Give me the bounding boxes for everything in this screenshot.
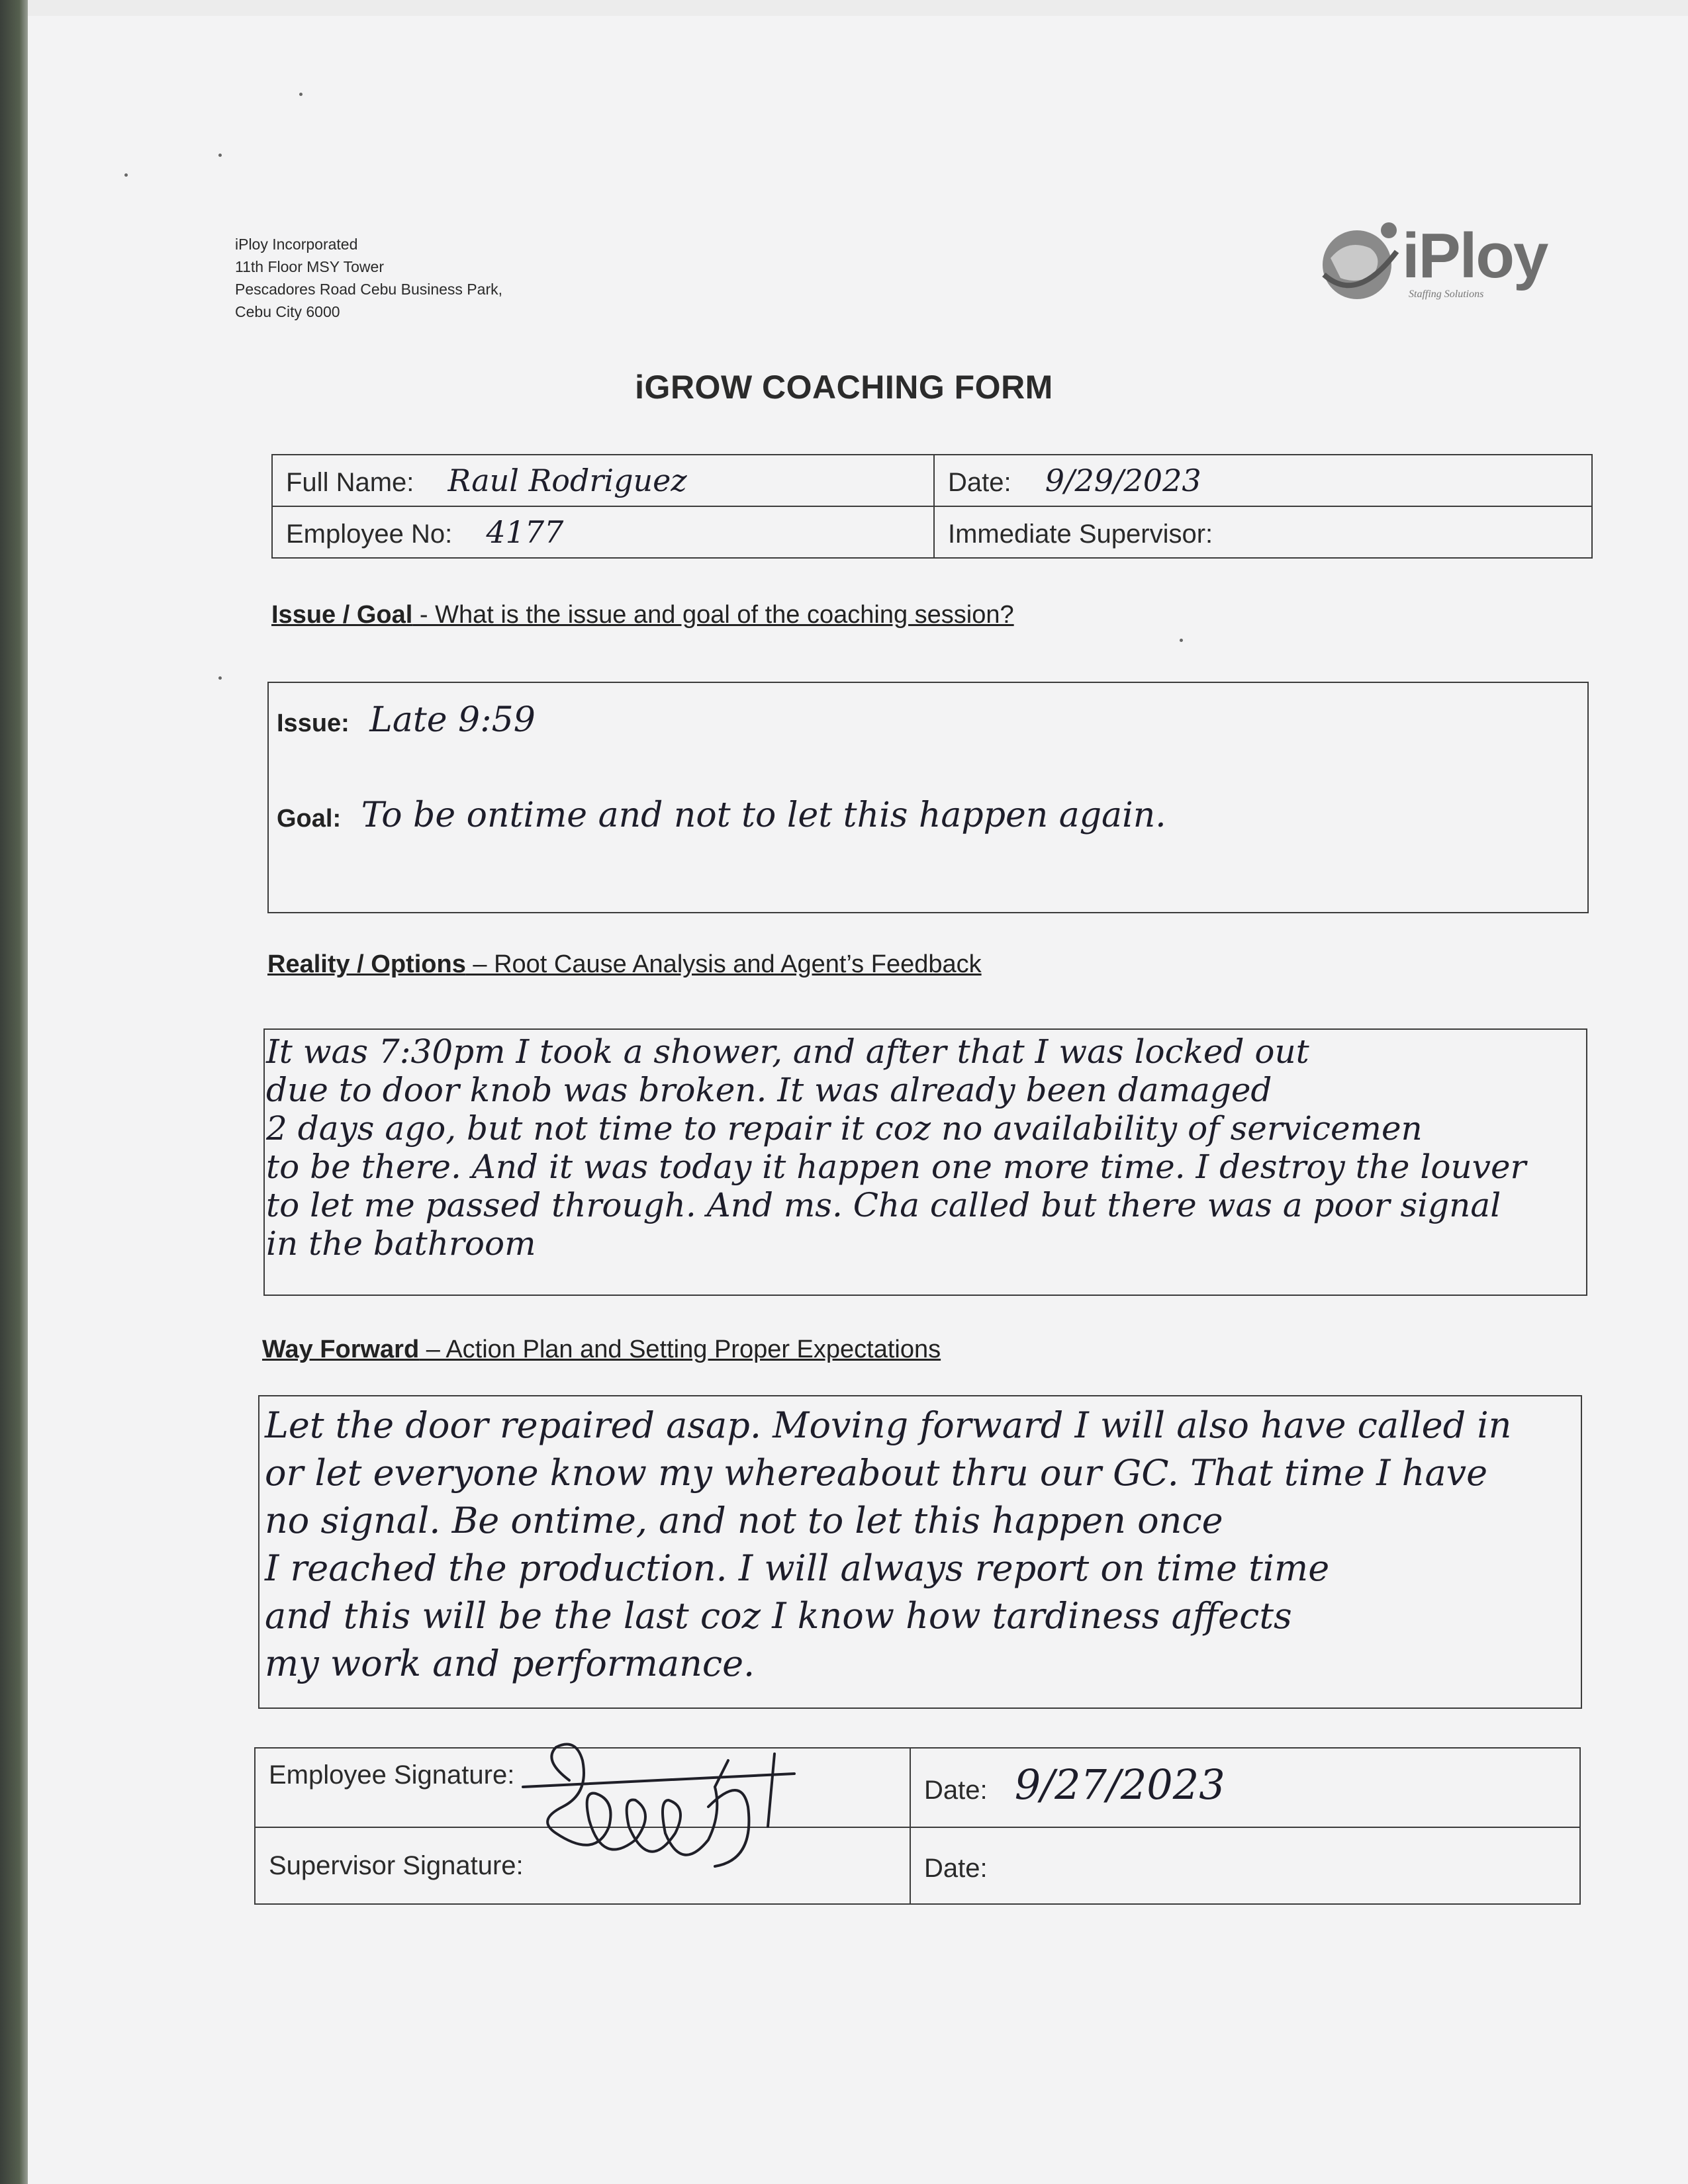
employee-signature-scribble (516, 1734, 821, 1880)
issue-goal-heading-rest: - What is the issue and goal of the coaching session? (412, 601, 1014, 629)
way-forward-heading-rest: – Action Plan and Setting Proper Expectations (419, 1336, 941, 1363)
full-name-cell (272, 455, 934, 506)
issue-goal-heading (271, 601, 1014, 629)
header-fields-table (271, 454, 1593, 559)
scan-edge (0, 0, 28, 2184)
full-name-label: Full Name: (286, 468, 414, 497)
date-cell (934, 455, 1592, 506)
scan-speck (218, 154, 222, 157)
globe-icon (1311, 212, 1410, 311)
goal-label: Goal: (277, 805, 342, 833)
issue-label: Issue: (277, 709, 350, 737)
goal-value: To be ontime and not to let this happen again. (361, 796, 1166, 835)
form-title: iGROW COACHING FORM (635, 369, 1053, 406)
reality-options-box (263, 1028, 1587, 1296)
reality-options-heading (267, 950, 982, 979)
issue-row (277, 700, 536, 740)
logo-wordmark: iPloy (1402, 220, 1548, 291)
reality-options-heading-rest: – Root Cause Analysis and Agent’s Feedback (465, 950, 982, 978)
supervisor-date-cell (910, 1827, 1580, 1904)
date-value: 9/29/2023 (1045, 463, 1201, 498)
issue-goal-heading-bold: Issue / Goal (271, 601, 413, 629)
company-name: iPloy Incorporated (235, 236, 358, 253)
issue-value: Late 9:59 (369, 700, 536, 740)
company-address (235, 233, 502, 323)
company-logo (1311, 212, 1562, 311)
employee-date-cell (910, 1748, 1580, 1827)
supervisor-date-label: Date: (924, 1854, 988, 1883)
reality-options-heading-bold: Reality / Options (267, 950, 466, 978)
signature-table (254, 1747, 1581, 1905)
way-forward-box (258, 1395, 1582, 1709)
logo-tagline: Staffing Solutions (1409, 289, 1484, 300)
supervisor-label: Immediate Supervisor: (948, 520, 1213, 549)
scan-speck (1180, 639, 1183, 642)
way-forward-heading-bold: Way Forward (262, 1336, 420, 1363)
scan-speck (124, 173, 128, 177)
address-line: Pescadores Road Cebu Business Park, (235, 281, 502, 298)
employee-no-cell (272, 506, 934, 558)
goal-row (277, 796, 1166, 835)
scan-speck (299, 93, 303, 96)
address-line: 11th Floor MSY Tower (235, 258, 384, 275)
address-line: Cebu City 6000 (235, 303, 340, 320)
scan-speck (218, 676, 222, 680)
employee-date-label: Date: (924, 1776, 988, 1805)
issue-goal-box (267, 682, 1589, 913)
reality-options-text: It was 7:30pm I took a shower, and after that I was locked out due to door knob was broken. It was already been damaged 2 days ago, but not time to repair it coz no availability of servicemen to be there. And it was today it happen one more time. I destroy the louver to let me passed through. And ms. Cha called but there was a poor signal in the bathroom (266, 1032, 1526, 1263)
date-label: Date: (948, 468, 1011, 497)
way-forward-heading (262, 1336, 941, 1364)
supervisor-cell (934, 506, 1592, 558)
employee-no-label: Employee No: (286, 520, 453, 549)
employee-no-value: 4177 (486, 514, 564, 550)
full-name-value: Raul Rodriguez (447, 463, 687, 498)
employee-signature-label: Employee Signature: (269, 1760, 515, 1790)
supervisor-signature-label: Supervisor Signature: (269, 1850, 524, 1880)
employee-date-value: 9/27/2023 (1014, 1760, 1225, 1809)
way-forward-text: Let the door repaired asap. Moving forward I will also have called in or let everyone know my whereabout thru our GC. That time I have no signal. Be ontime, and not to let this happen once I reached the production. I will always report on time time and this will be the last coz I know how tardiness affects my work and performance. (265, 1404, 1512, 1684)
